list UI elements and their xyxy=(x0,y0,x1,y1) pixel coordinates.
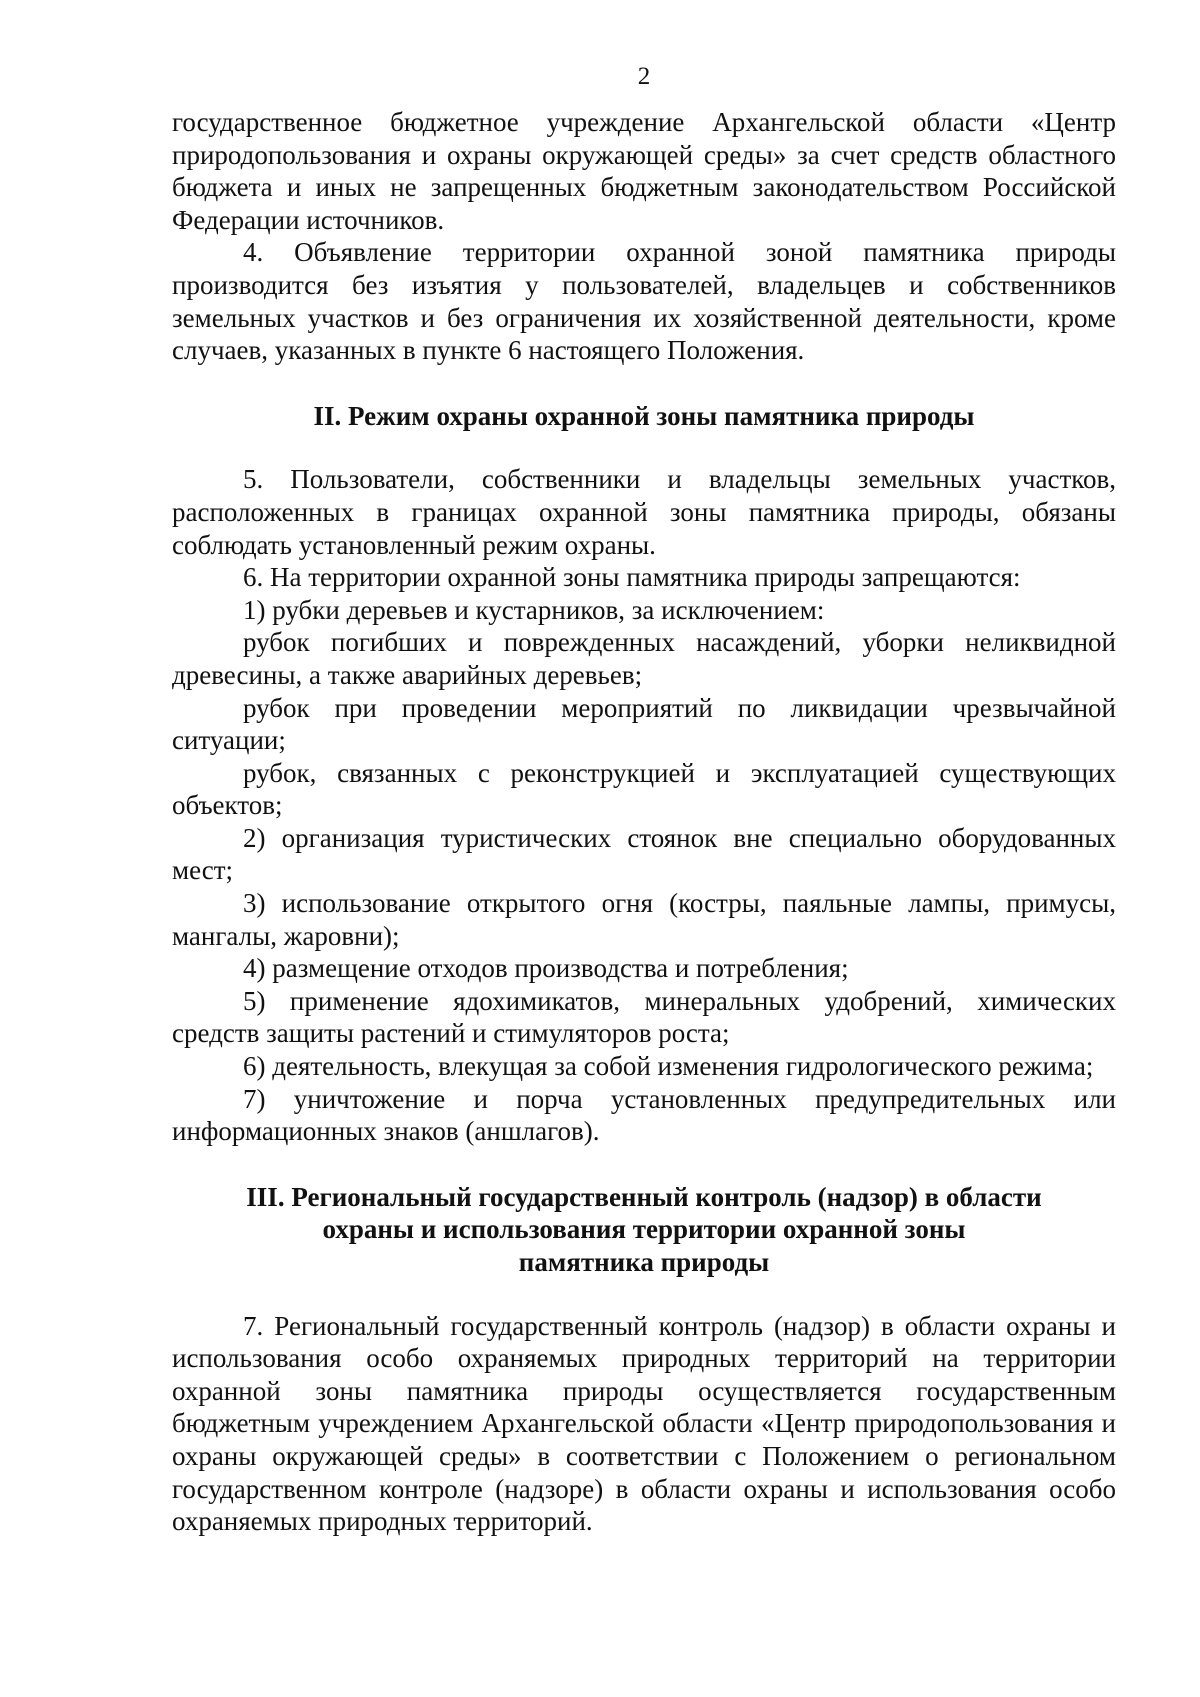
section-heading-3-line-1: III. Региональный государственный контроль (надзор) в области xyxy=(246,1181,1042,1212)
section-heading-3 xyxy=(172,1181,1116,1279)
paragraph-item-4: 4. Объявление территории охранной зоной памятника природы производится без изъятия у пользователей, владельцев и собственников земельных участков и без ограничения их хозяйственной деятельности, кроме случаев, указанных в пункте 6 настоящего Положения. xyxy=(172,237,1116,366)
list-subitem-1c: рубок, связанных с реконструкцией и эксплуатацией существующих объектов; xyxy=(172,757,1116,821)
list-item-2: 2) организация туристических стоянок вне специально оборудованных мест; xyxy=(172,822,1116,886)
paragraph-item-5: 5. Пользователи, собственники и владельцы земельных участков, расположенных в границах охранной зоны памятника природы, обязаны соблюдать установленный режим охраны. xyxy=(172,464,1116,560)
paragraph-intro-continuation: государственное бюджетное учреждение Архангельской области «Центр природопользования и охраны окружающей среды» за счет средств областного бюджета и иных не запрещенных бюджетным законодательством Российской Федерации источников. xyxy=(172,107,1116,235)
list-subitem-1a: рубок погибших и поврежденных насаждений, уборки неликвидной древесины, а также аварийных деревьев; xyxy=(172,627,1116,690)
page-number: 2 xyxy=(637,63,651,90)
section-heading-3-line-2: охраны и использования территории охранной зоны xyxy=(322,1214,966,1245)
document-page xyxy=(172,62,1116,1538)
section-heading-3-line-3: памятника природы xyxy=(518,1247,770,1277)
list-item-3: 3) использование открытого огня (костры, паяльные лампы, примусы, мангалы, жаровни); xyxy=(172,888,1116,951)
paragraph-item-6: 6. На территории охранной зоны памятника природы запрещаются: xyxy=(243,562,1021,593)
paragraph-item-7: 7. Региональный государственный контроль (надзор) в области охраны и использования особо охраняемых природных территорий на территории охранной зоны памятника природы осуществляется государственным бюджетным учреждением Архангельской области «Центр природопользования и охраны окружающей среды» в соответствии с Положением о региональном государственном контроле (надзоре) в области охраны и использования особо охраняемых природных территорий. xyxy=(172,1310,1116,1537)
list-item-1: 1) рубки деревьев и кустарников, за исключением: xyxy=(243,594,825,625)
list-item-6: 6) деятельность, влекущая за собой изменения гидрологического режима; xyxy=(243,1051,1094,1082)
list-item-5: 5) применение ядохимикатов, минеральных удобрений, химических средств защиты растений и стимуляторов роста; xyxy=(172,985,1116,1049)
list-item-7: 7) уничтожение и порча установленных предупредительных или информационных знаков (аншлагов). xyxy=(172,1083,1116,1147)
section-heading-2: II. Режим охраны охранной зоны памятника природы xyxy=(313,400,975,431)
list-subitem-1b: рубок при проведении мероприятий по ликвидации чрезвычайной ситуации; xyxy=(172,692,1116,756)
list-item-4: 4) размещение отходов производства и потребления; xyxy=(243,953,849,984)
